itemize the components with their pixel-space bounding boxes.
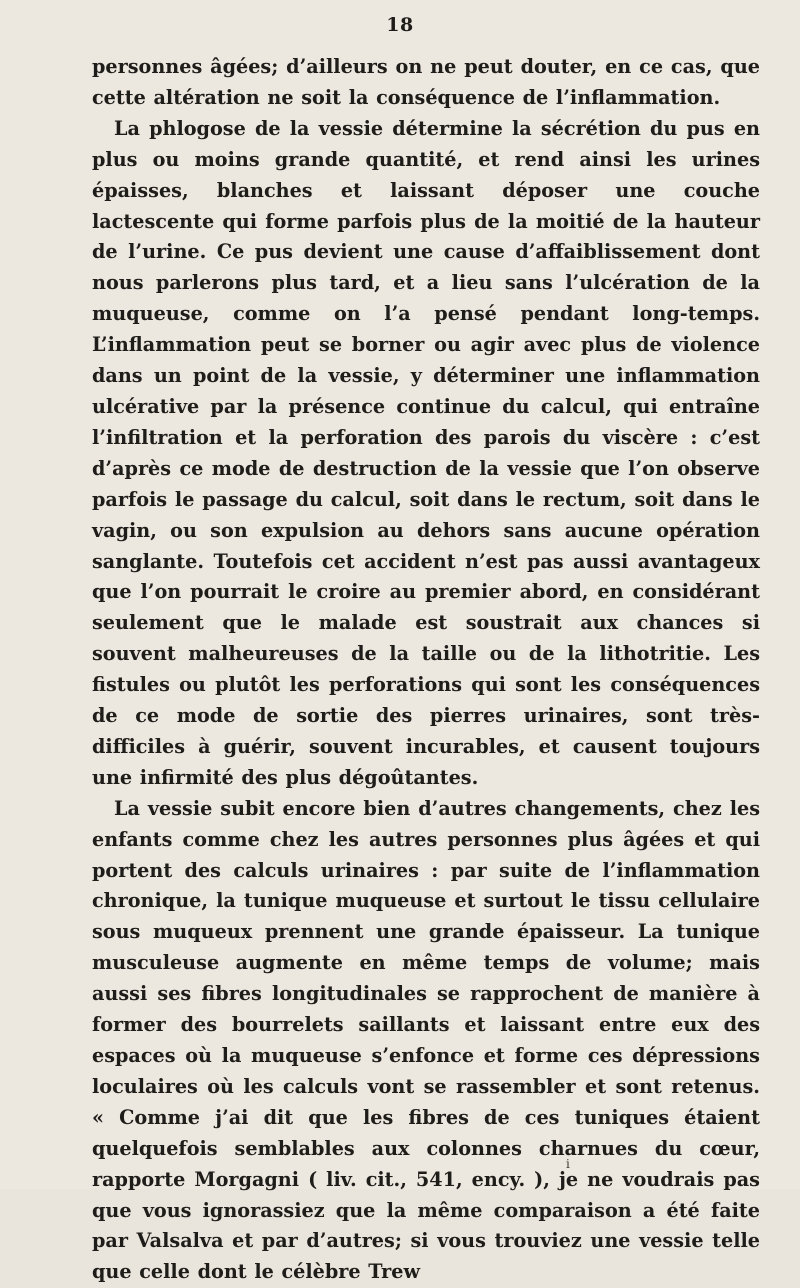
paragraph-2: La phlogose de la vessie détermine la sécrétion du pus en plus ou moins grande quantité, et rend ainsi les urines épaisses, blanches et laissant déposer une couche lactescente qui forme parfois plus de la moitié de la hauteur de l’urine. Ce pus devient une cause d’affaiblissement dont nous parlerons plus tard, et a lieu sans l’ulcération de la muqueuse, comme on l’a pensé pendant long-temps. L’inflammation peut se borner ou agir avec plus de violence dans un point de la vessie, y déterminer une inflammation ulcérative par la présence continue du calcul, qui entraîne l’infiltration et la perforation des parois du viscère : c’est d’après ce mode de destruction de la vessie que l’on observe parfois le passage du calcul, soit dans le rectum, soit dans le vagin, ou son expulsion au dehors sans aucune opération sanglante. Toutefois cet accident n’est pas aussi avantageux que l’on pourrait le croire au premier abord, en considérant seulement que le malade est soustrait aux chances si souvent malheureuses de la taille ou de la lithotritie. Les fistules ou plutôt les perforations qui sont les conséquences de ce mode de sortie des pierres urinaires, sont très-difficiles à guérir, souvent incurables, et causent toujours une infirmité des plus dégoûtantes.	[92, 116, 760, 789]
paragraph-1: personnes âgées; d’ailleurs on ne peut douter, en ce cas, que cette altération ne soit la conséquence de l’inflammation.	[92, 55, 760, 109]
paragraph-3: La vessie subit encore bien d’autres changements, chez les enfants comme chez les autres personnes plus âgées et qui portent des calculs urinaires : par suite de l’inflammation chronique, la tunique muqueuse et surtout le tissu cellulaire sous muqueux prennent une grande épaisseur. La tunique musculeuse augmente en même temps de volume; mais aussi ses fibres longitudinales se rapprochent de manière à former des bourrelets saillants et laissant entre eux des espaces où la muqueuse s’enfonce et forme ces dépressions loculaires où les calculs vont se rassembler et sont retenus. « Comme j’ai dit que les fibres de ces tuniques étaient quelquefois semblables aux colonnes charnues du cœur, rapporte Morgagni ( liv. cit., 541, ency. ), je ne voudrais pas que vous ignorassiez que la même comparaison a été faite par Valsalva et par d’autres; si vous trouviez une vessie telle que celle dont le célèbre Trew	[92, 796, 760, 1284]
page-number: 18	[386, 14, 414, 36]
body-text	[92, 52, 760, 1288]
signature-mark: i	[566, 1157, 570, 1171]
